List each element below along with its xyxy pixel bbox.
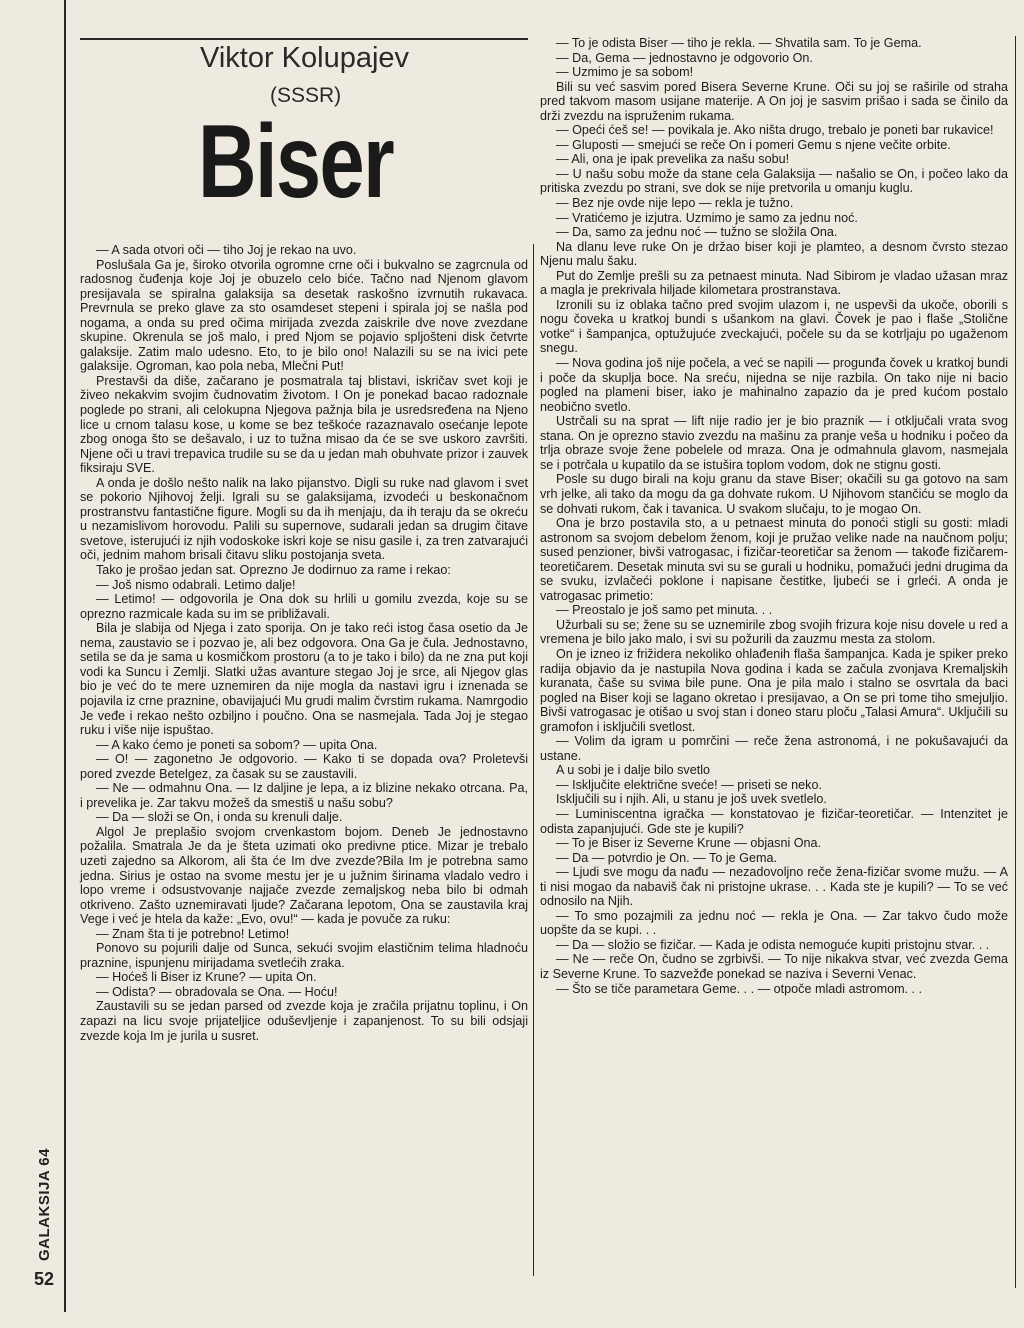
paragraph: — To smo pozajmili za jednu noć — rekla je Ona. — Zar takvo čudo može uopšte da se kupi. . .	[540, 908, 1008, 938]
paragraph: — Da — potvrdio je On. — To je Gema.	[556, 850, 777, 865]
paragraph: — Da, Gema — jednostavno je odgovorio On.	[556, 50, 813, 65]
paragraph: Ona je brzo postavila sto, a u petnaest minuta do ponoći stigli su gosti: mladi astronom sa svojom debelom ženom, koji je pružao velike nade na naučnom polju; sused penzioner, bivši vatrogasac, i fizičar-teoretičar sa ženom — takođe fizičarem-teoretičarem. Desetak minuta svi su se gurali u hodniku, pomažući jedni drugima da se svuku, izvlačeći poklone i napisane čestitke, ljubeći se i grleći. A onda je vatrogasac primetio:	[540, 516, 1008, 603]
story-title: Biser	[198, 104, 394, 220]
paragraph: — Bez nje ovde nije lepo — rekla je tužno.	[556, 196, 794, 211]
journal-name: GALAKSIJA 64	[35, 1148, 53, 1261]
text-column-right	[540, 36, 1008, 996]
paragraph: Izronili su iz oblaka tačno pred svojim ulazom i, ne uspevši da ukoče, oborili s nogu čoveka u kratkoj bundi s ušankom na glavi. Čovek je pao i flaše „Stolične votke“ i šampanjca, optužujuće zveckajući, počele su da se kotrljaju po ugaženom snegu.	[540, 297, 1008, 356]
paragraph: — Isključite električne sveće! — priseti se neko.	[556, 777, 822, 792]
paragraph: Zaustavili su se jedan parsed od zvezde koja je zračila prijatnu toplinu, i On zapazi na licu svoje prijateljice oduševljenje i zapanjenost. To su bili odsjaji zvezde koja Im je jurila u susret.	[80, 999, 528, 1043]
paragraph: — A kako ćemo je poneti sa sobom? — upita Ona.	[96, 737, 378, 752]
paragraph: Algol Je preplašio svojom crvenkastom bojom. Deneb Je jednostavno požalila. Smatrala Je da je šteta uzimati oko predivne ptice. Mizar je trebalo uzeti zajedno sa Alkorom, ali šta će Im dve zvezde?Bila Im je potrebna samo jedna. Sirius je ostao na svome mestu jer je u južnim širinama vladalo vedro i lopo vreme i odsustvovanje najjače zvezde zemaljskog neba bilo bi odmah otkriveno. Zašto uznemiravati ljude? Začarana lepotom, Ona se zaustavila kraj Vege i već je htela da kaže: „Evo, ovu!“ — kada je povuče za ruku:	[80, 824, 528, 927]
paragraph: — Hoćeš li Biser iz Krune? — upita On.	[96, 970, 317, 985]
paragraph: — O! — zagonetno Je odgovorio. — Kako ti se dopada ova? Proletevši pored zvezde Betelgez, za časak su se zaustavili.	[80, 752, 528, 781]
paragraph: On je izneo iz frižidera nekoliko ohlađenih flaša šampanjca. Kada je spiker preko radija objavio da je nastupila Nova godina i kada se začula zvonjava Kremaljskih kuranata, čaše su sviма bile pune. Ona je pila malo i stalno se osvrtala da baci pogled na Biser koji se lagano okretao i presijavao, a On se pri tome tiho smejuljio. Bivši vatrogasac je otišao u svoj stan i doneo staru ploču „Talasi Amura“. Uključili su gramofon i isključili svetlost.	[540, 646, 1008, 734]
paragraph: — Ali, ona je ipak prevelika za našu sobu!	[556, 152, 790, 167]
paragraph: Tako je prošao jedan sat. Oprezno Je dodirnuo za rame i rekao:	[96, 563, 451, 578]
paragraph: — Da — složi se On, i onda su krenuli dalje.	[96, 810, 343, 825]
paragraph: Prestavši da diše, začarano je posmatrala taj blistavi, iskričav svet koji je živeo nekakvim svojim čudnovatim životom. I On je ponekad bacao radoznale poglede po strani, ali celokupna Njegova pažnja bila je usredsređena na Njeno lice u crnom talasu kose, u kome se bez teškoće razaznavalo osećanje lepote zbog onoga što se dešavalo, i uz to tužna misao da će se sve uskoro završiti. Njene oči u travi trepavica trudile su se da u jedan mah obuhvate prizor i zauvek fiksiraju SVE.	[80, 373, 528, 476]
paragraph: Ustrčali su na sprat — lift nije radio jer je bio praznik — i otključali vrata svog stana. On je oprezno stavio zvezdu na mašinu za pranje veša u hodniku i počeo da trlja obraze svoje žene pobelele od mraza. Ona je odmahnula glavom, nasmejala se i potrčala u kupatilo da se istušira toplom vodom, dok ne stignu gosti.	[540, 414, 1008, 472]
paragraph: A onda je došlo nešto nalik na lako pijanstvo. Digli su ruke nad glavom i svet se pokorio Njihovoj želji. Igrali su se galaksijama, izvodeći u beskonačnom prostranstvu fantastične figure. Mogli su da ih menjaju, da ih teraju da se okreću u nezamislivom horovodu. Palili su supernove, sudarali jedan sa drugim čitave svetove, isterujući iz njih vodoskoke iskri koje se nisu gasile i, za tren zatvarajući oči, jednim mahom brisali čitavu sliku postojanja sveta.	[80, 475, 528, 563]
right-edge-rule	[1015, 36, 1016, 1288]
paragraph: Posle su dugo birali na koju granu da stave Biser; okačili su ga gotovo na sam vrh jelke, ali tako da mogu da ga dohvate rukom. U Njihovom stančiću se moglo da se dohvati rukom, čak i tavanica. U svakom slučaju, to je mogao On.	[540, 472, 1008, 516]
paragraph: — Luminiscentna igračka — konstatovao je fizičar-teoretičar. — Intenzitet je odista zapanjujući. Gde ste je kupili?	[540, 806, 1008, 836]
paragraph: — Nova godina još nije počela, a već se napili — progunđa čovek u kratkoj bundi i poče da skuplja boce. Na sreću, nijedna se nije razbila. On tako nije ni bacio pogled na plameni biser, iako je mahinalno zapazio da je pred kućom postalo neobično svetlo.	[540, 356, 1008, 414]
paragraph: — Odista? — obradovala se Ona. — Hoću!	[96, 984, 338, 999]
paragraph: — Još nismo odabrali. Letimo dalje!	[96, 577, 296, 592]
paragraph: — To je Biser iz Severne Krune — objasni Ona.	[556, 836, 822, 851]
page-number: 52	[33, 1269, 55, 1289]
paragraph: — Vratićemo je izjutra. Uzmimo je samo za jednu noć.	[556, 210, 858, 225]
column-divider	[533, 244, 534, 1276]
paragraph: — Preostalo je još samo pet minuta. . .	[556, 603, 773, 618]
paragraph: Poslušala Ga je, široko otvorila ogromne crne oči i bukvalno se zagrcnula od radosnog čuđenja koje Joj je obuzelo celo biće. Tačno nad Njenom glavom presijavala se spiralna galaksija sa desetak raskošno izvrnutih rukavaca. Prevrnula se preko glave za sto osamdeset stepeni i spirala joj se našla pod nogama, a onda su pred očima mirijada zvezda zaiskrile dve nove zvezdane skupine. Okrenula se još malo, i pred Njom se pojavio spljošteni disk četvrte galaksije. Zatim malo udesno. Eto, to je bilo ono! Nalazili su se na ivici pete galaksije. Ogroman, kao pola neba, Mlečni Put!	[80, 257, 528, 374]
paragraph: — Letimo! — odgovorila je Ona dok su hrlili u gomilu zvezda, koje su se oprezno razmicale kada su im se približavali.	[80, 592, 528, 621]
paragraph: — Da — složio se fizičar. — Kada je odista nemoguće kupiti pristojnu stvar. . .	[556, 937, 990, 952]
paragraph: A u sobi je i dalje bilo svetlo	[556, 763, 711, 778]
paragraph: — Ne — reče On, čudno se zgrbivši. — To nije nikakva stvar, već zvezda Gema iz Severne Krune. To sazvežđe ponekad se naziva i Severni Venac.	[540, 952, 1008, 981]
paragraph: — Da, samo za jednu noć — tužno se složila Ona.	[556, 225, 838, 240]
paragraph: — Znam šta ti je potrebno! Letimo!	[96, 926, 290, 941]
paragraph: Bili su već sasvim pored Bisera Severne Krune. Oči su joj se raširile od straha pred takvom masom usijane materije. A On joj je sasvim prišao i sada se činilo da drži zvezdu na ispruženim rukama.	[540, 79, 1008, 123]
paragraph: — To je odista Biser — tiho je rekla. — Shvatila sam. To je Gema.	[556, 36, 922, 50]
paragraph: — U našu sobu može da stane cela Galaksija — našalio se On, i počeo lako da pritiska zvezdu po strani, sve dok se nije pretvorila u omanju kuglu.	[540, 166, 1008, 196]
paragraph: — Ljudi sve mogu da nađu — nezadovoljno reče žena-fizičar svome mužu. — A ti nisi mogao da nabaviš čak ni pristojne ukrase. . . Kada ste je kupili? — To se već odnosilo na Njih.	[540, 865, 1008, 909]
paragraph: — Opeći ćeš se! — povikala je. Ako ništa drugo, trebalo je poneti bar rukavice!	[556, 123, 994, 138]
paragraph: Na dlanu leve ruke On je držao biser koji je plamteo, a desnom čvrsto stezao Njenu malu šaku.	[540, 239, 1008, 269]
author-country: (SSSR)	[270, 84, 342, 107]
paragraph: — Ne — odmahnu Ona. — Iz daljine je lepa, a iz blizine nekako otrcana. Pa, i prevelika je. Zar takvu možeš da smestiš u našu sobu?	[80, 781, 528, 810]
paragraph: — Uzmimo je sa sobom!	[556, 65, 694, 80]
paragraph: — Gluposti — smejući se reče On i pomeri Gemu s njene večite orbite.	[556, 137, 951, 152]
text-column-left	[80, 243, 528, 1043]
paragraph: — A sada otvori oči — tiho Joj je rekao na uvo.	[96, 243, 357, 257]
paragraph: Ponovo su pojurili dalje od Sunca, sekući svojim elastičnim telima hladnoću praznine, ispunjenu mirijadama svetlećih zraka.	[80, 941, 528, 970]
article-header	[80, 40, 525, 240]
paragraph: Užurbali su se; žene su se uznemirile zbog svojih frizura koje nisu dovele u red a vremena je bilo jako malo, i svi su požurili da zauzmu mesta za stolom.	[540, 617, 1008, 647]
left-margin-rule	[64, 0, 66, 1312]
paragraph: — Što se tiče parametara Geme. . . — otpoče mladi astromom. . .	[556, 981, 923, 996]
paragraph: Bila je slabija od Njega i zato sporija. On je tako reći istog časa osetio da Je nema, zaustavio se i pozvao je, ali bez odgovora. Ona Ga je čula. Jednostavno, setila se da je sama u kosmičkom prostoru (a to je tako i bilo) da ne zna put koji vodi ka Suncu i Zemlji. Slatki užas avanture stegao Joj je srce, ali Njegov glas bio je već do te mere uznemiren da nije mogla da nastavi igru i iznenada se pojavila iz crne praznine, obavijajući Mu grudi malim čvrstim rukama. Namrgodio Je veđe i rekao nešto ozbiljno i poučno. Ona se nasmejala. Tada Joj je stegao ruku i više nije ispuštao.	[80, 621, 528, 738]
margin-label	[30, 1060, 58, 1290]
author-name: Viktor Kolupajev	[200, 42, 410, 74]
paragraph: — Volim da igram u pomrčini — reče žena astronomá, i ne pokušavajući da ustane.	[540, 734, 1008, 763]
paragraph: Put do Zemlje prešli su za petnaest minuta. Nad Sibirom je vladao užasan mraz a magla je prekrivala hiljade kilometara prostranstava.	[540, 268, 1008, 298]
paragraph: Isključili su i njih. Ali, u stanu je još uvek svetlelo.	[556, 792, 827, 807]
